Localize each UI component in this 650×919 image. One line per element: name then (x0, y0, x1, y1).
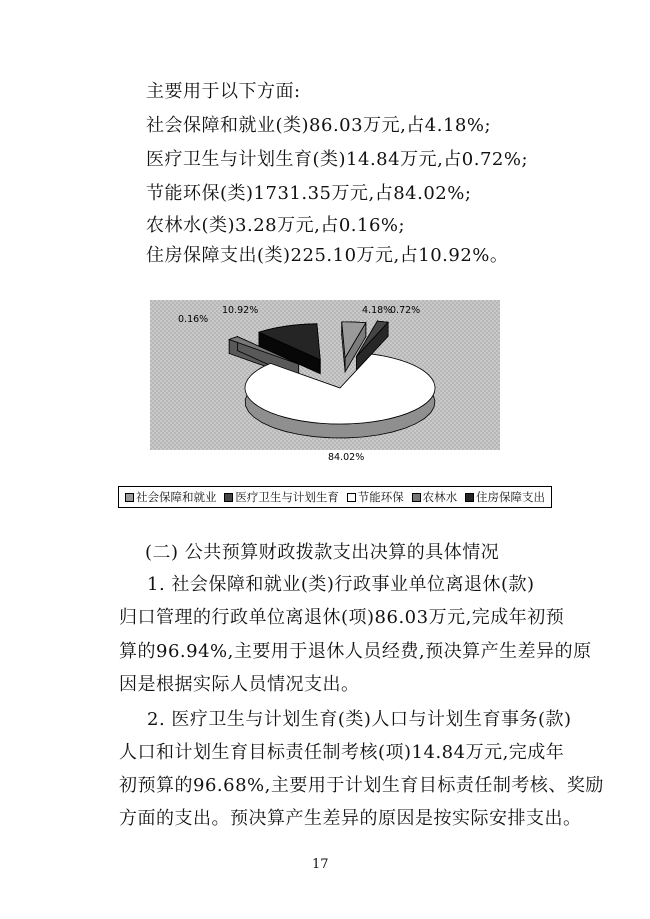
pie-chart-svg (150, 300, 500, 478)
data-label: 10.92% (222, 305, 259, 316)
legend-item: 住房保障支出 (465, 489, 545, 505)
summary-item: 节能环保(类)1731.35万元,占84.02%; (146, 183, 472, 204)
summary-item: 住房保障支出(类)225.10万元,占10.92%。 (146, 245, 509, 266)
paragraph-line: 2. 医疗卫生与计划生育(类)人口与计划生育事务(款) (147, 709, 572, 730)
section-heading: (二) 公共预算财政拨款支出决算的具体情况 (145, 542, 500, 563)
paragraph-line: 初预算的96.68%,主要用于计划生育目标责任制考核、奖励 (119, 775, 604, 796)
paragraph-line: 1. 社会保障和就业(类)行政事业单位离退休(款) (147, 574, 535, 595)
legend-swatch (347, 493, 356, 502)
paragraph-line: 方面的支出。预决算产生差异的原因是按实际安排支出。 (119, 808, 582, 829)
paragraph-line: 归口管理的行政单位离退休(项)86.03万元,完成年初预 (119, 607, 565, 628)
paragraph-line: 因是根据实际人员情况支出。 (119, 674, 360, 695)
paragraph-line: 人口和计划生育目标责任制考核(项)14.84万元,完成年 (119, 742, 565, 763)
data-label: 0.16% (178, 314, 209, 325)
legend-item: 农林水 (412, 489, 458, 505)
data-label: 84.02% (328, 452, 365, 463)
legend-item: 医疗卫生与计划生育 (224, 489, 339, 505)
summary-intro: 主要用于以下方面: (146, 81, 301, 102)
legend-swatch (412, 493, 421, 502)
paragraph-line: 算的96.94%,主要用于退休人员经费,预决算产生差异的原 (119, 641, 592, 662)
summary-item: 农林水(类)3.28万元,占0.16%; (146, 215, 406, 236)
chart-legend (118, 486, 552, 508)
legend-item: 社会保障和就业 (125, 489, 217, 505)
legend-swatch (125, 493, 134, 502)
legend-swatch (224, 493, 233, 502)
data-label: 0.72% (390, 305, 421, 316)
legend-item: 节能环保 (347, 489, 404, 505)
summary-item: 社会保障和就业(类)86.03万元,占4.18%; (146, 115, 492, 136)
pie-chart (150, 300, 500, 478)
legend-swatch (465, 493, 474, 502)
summary-item: 医疗卫生与计划生育(类)14.84万元,占0.72%; (146, 149, 529, 170)
data-label: 4.18% (362, 305, 393, 316)
page-number: 17 (312, 857, 329, 872)
